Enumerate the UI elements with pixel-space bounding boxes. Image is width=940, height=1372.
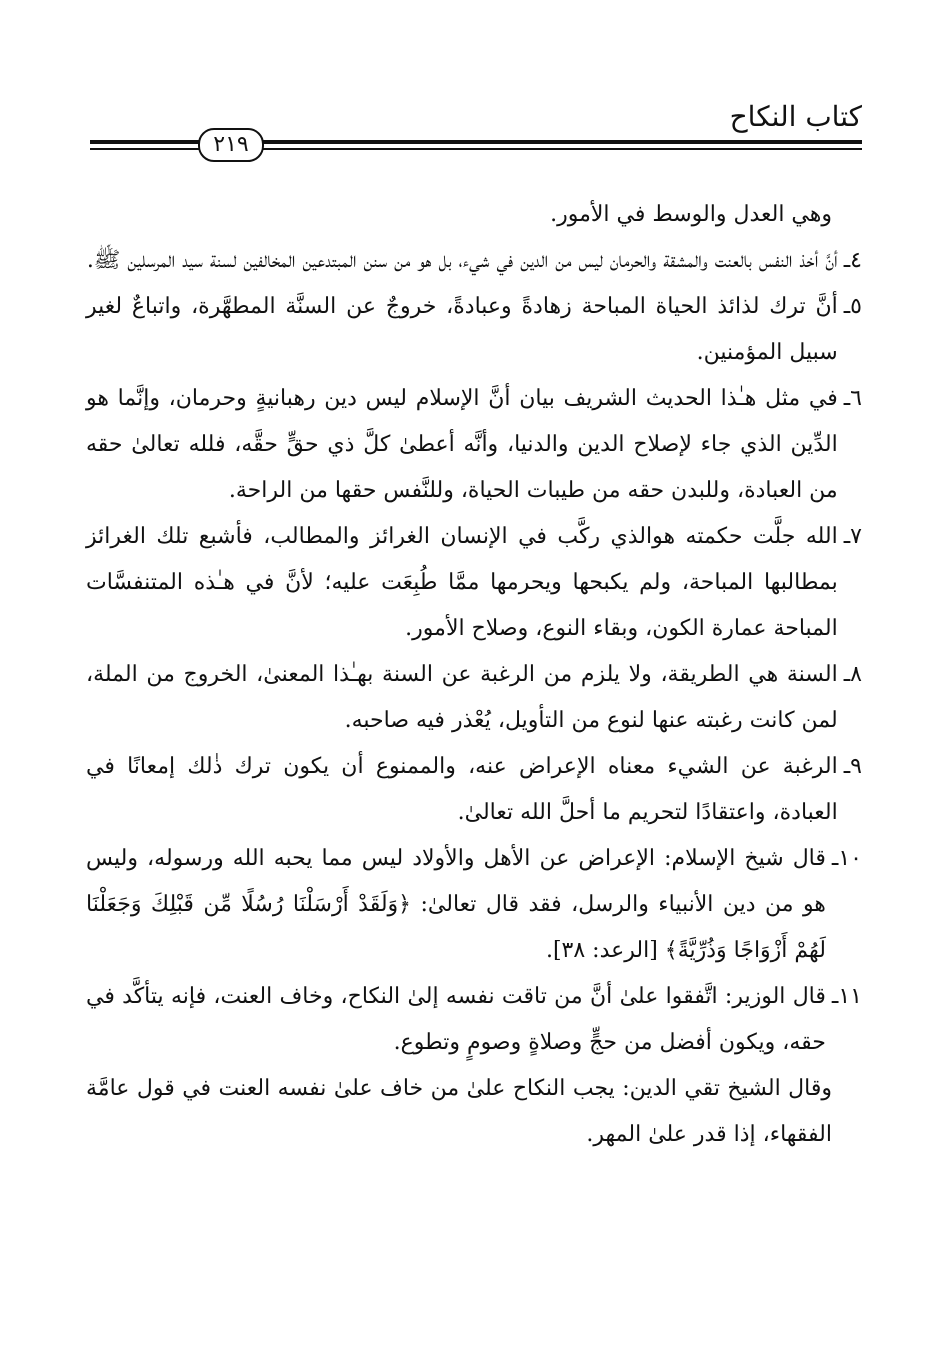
item-text: قال شيخ الإسلام: الإعراض عن الأهل والأولاد ليس مما يحبه الله ورسوله، وليس هو من دين الأنبياء والرسل، فقد قال تعالىٰ: ﴿وَلَقَدْ أَرْسَلْنَا رُسُلًا مِّن قَبْلِكَ وَجَعَلْنَا لَهُمْ أَزْوَاجًا وَذُرِّيَّةً﴾ [الرعد: ٣٨]. [86, 846, 826, 963]
list-item [86, 514, 862, 652]
item-number: ٨ـ [843, 662, 862, 687]
item-text: الله جلَّت حكمته هوالذي ركَّب في الإنسان الغرائز والمطالب، فأشبع تلك الغرائز بمطالبها المباحة، ولم يكبحها ويحرمها ممَّا طُبِعَت عليه؛ لأنَّ في هـٰذه المتنفسَّات المباحة عمارة الكون، وبقاء النوع، وصلاح الأمور. [86, 524, 838, 641]
list-item [86, 652, 862, 744]
list-item [86, 238, 862, 284]
item-text: أنَّ ترك لذائذ الحياة المباحة زهادةً وعبادةً، خروجٌ عن السنَّة المطهَّرة، واتباعٌ لغير سبيل المؤمنين. [86, 294, 838, 365]
item-number: ٤ـ [843, 248, 862, 273]
item-number: ١١ـ [831, 984, 862, 1009]
item-number: ٦ـ [843, 386, 862, 411]
list-item [86, 284, 862, 376]
page-number: ٢١٩ [198, 128, 264, 162]
list-item [86, 836, 862, 974]
item-text: الرغبة عن الشيء معناه الإعراض عنه، والممنوع أن يكون ترك ذٰلك إمعانًا في العبادة، واعتقادًا لتحريم ما أحلَّ الله تعالىٰ. [86, 754, 838, 825]
item-text: أنَّ أخذ النفس بالعنت والمشقة والحرمان ليس من الدين في شيء، بل هو من سنن المبتدعين المخالفين لسنة سيد المرسلين ﷺ. [86, 248, 838, 273]
page-body [86, 192, 862, 1158]
list-item [86, 376, 862, 514]
chapter-title: كتاب النكاح [729, 100, 862, 133]
item-text: قال الوزير: اتَّفقوا علىٰ أنَّ من تاقت نفسه إلىٰ النكاح، وخاف العنت، فإنه يتأكَّد في حقه، ويكون أفضل من حجٍّ وصلاةٍ وصومٍ وتطوع. [86, 984, 826, 1055]
closing-paragraph: وقال الشيخ تقي الدين: يجب النكاح علىٰ من خاف علىٰ نفسه العنت في قول عامَّة الفقهاء، إذا قدر علىٰ المهر. [86, 1076, 832, 1147]
item-number: ١٠ـ [831, 846, 862, 871]
list-item [86, 974, 862, 1066]
item-number: ٧ـ [843, 524, 862, 549]
page-header [90, 96, 862, 156]
item-text: في مثل هـٰذا الحديث الشريف بيان أنَّ الإسلام ليس دين رهبانيةٍ وحرمان، وإنَّما هو الدِّين الذي جاء لإصلاح الدين والدنيا، وأنَّه أعطىٰ كلَّ ذي حقٍّ حقَّه، فلله تعالىٰ حقه من العبادة، وللبدن حقه من طيبات الحياة، وللنَّفس حقها من الراحة. [86, 386, 838, 503]
list-item [86, 744, 862, 836]
item-number: ٩ـ [843, 754, 862, 779]
intro-paragraph: وهي العدل والوسط في الأمور. [550, 202, 832, 227]
item-text: السنة هي الطريقة، ولا يلزم من الرغبة عن السنة بهـٰذا المعنىٰ، الخروج من الملة، لمن كانت رغبته عنها لنوع من التأويل، يُعْذر فيه صاحبه. [86, 662, 838, 733]
item-number: ٥ـ [843, 294, 862, 319]
